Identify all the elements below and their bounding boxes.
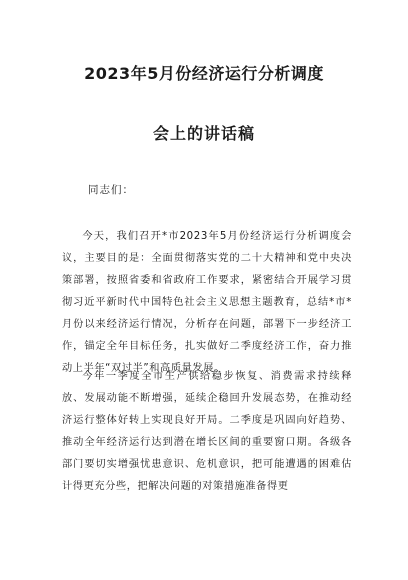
body-paragraph: 今天，我们召开*市2023年5月份经济运行分析调度会议，主要目的是：全面贯彻落实党的二十大精神和党中央决策部署，按照省委和省政府工作要求，紧密结合开展学习贯彻习近平新时代中国特色社会主义思想主题教育，总结*市*月份以来经济运行情况，分析存在问题，部署下一步经济工作，锚定全年目标任务，扎实做好二季度经济工作，奋力推动上半年“双过半”和高质量发展。 (62, 231, 352, 374)
document-title-continued: 会上的讲话稿 (152, 124, 255, 143)
document-title: 2023年5月份经济运行分析调度 (84, 64, 324, 83)
body-paragraph: 今年一季度全市生产供给稳步恢复、消费需求持续释放、发展动能不断增强，延续企稳回升发展态势，在推动经济运行整体好转上实现良好开局。二季度是巩固向好趋势、推动全年经济运行达到潜在增长区间的重要窗口期。各级各部门要切实增强忧患意识、危机意识，把可能遭遇的困难估计得更充分些，把解决问题的对策措施准备得更 (62, 371, 352, 492)
salutation: 同志们： (88, 184, 134, 196)
